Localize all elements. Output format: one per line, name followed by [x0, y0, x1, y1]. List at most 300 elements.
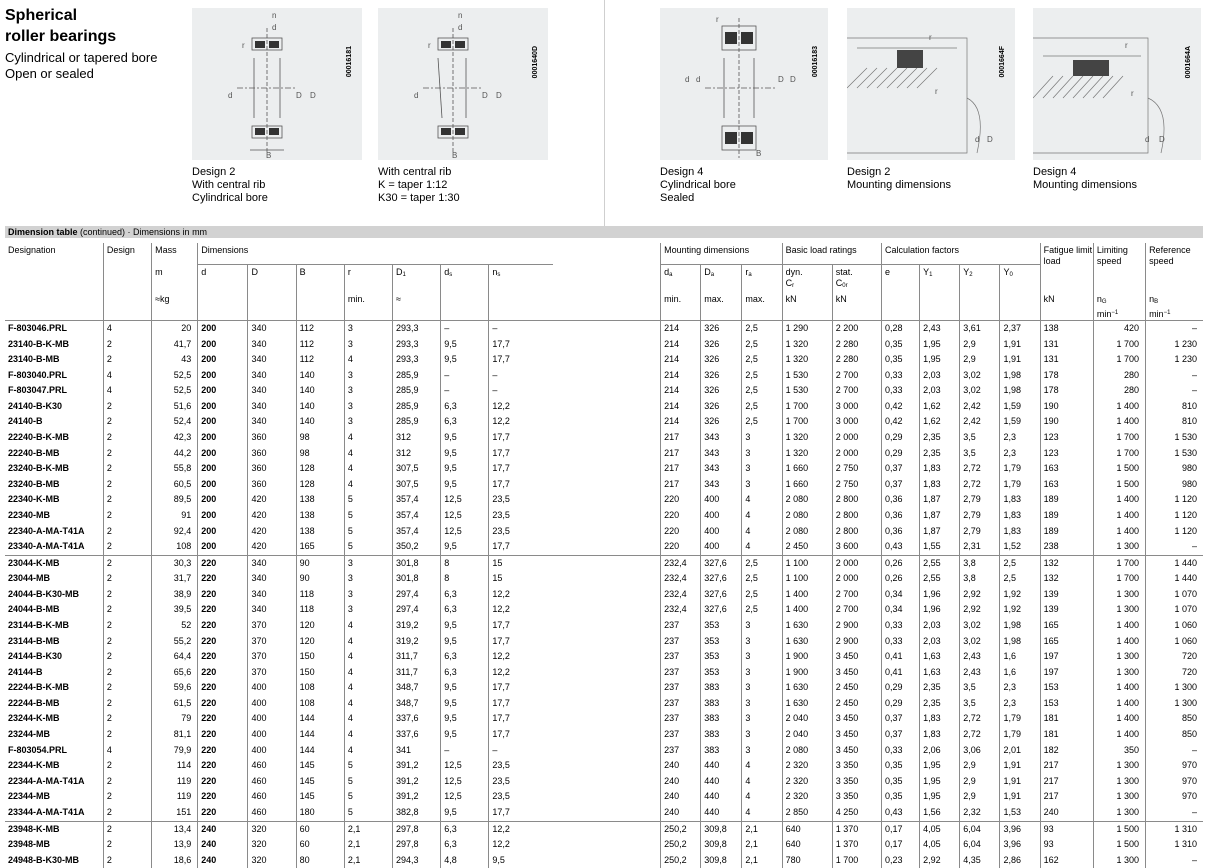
table-cell: 337,6: [393, 711, 441, 727]
table-cell: 0,36: [881, 524, 919, 540]
table-cell: 2,55: [920, 555, 960, 571]
table-cell: 3 350: [832, 789, 881, 805]
table-cell: 3,5: [960, 696, 1000, 712]
col-basic-load: Basic load ratings: [782, 243, 881, 265]
table-cell: 2,42: [960, 414, 1000, 430]
table-cell: 1 400: [1093, 618, 1145, 634]
table-cell: 17,7: [489, 430, 553, 446]
table-cell: 4: [742, 539, 782, 555]
table-cell: 200: [198, 321, 248, 337]
table-cell: 60: [296, 821, 344, 837]
table-cell: 237: [661, 711, 701, 727]
table-cell: 138: [296, 492, 344, 508]
table-cell: 5: [344, 539, 392, 555]
table-cell: 3,5: [960, 446, 1000, 462]
table-cell: 9,5: [441, 352, 489, 368]
table-cell: 2,03: [920, 618, 960, 634]
table-cell: 52: [152, 618, 198, 634]
svg-text:D: D: [482, 91, 488, 100]
table-cell: 312: [393, 446, 441, 462]
table-cell: 6,04: [960, 821, 1000, 837]
table-cell: 1 400: [1093, 414, 1145, 430]
table-cell: 3,06: [960, 743, 1000, 759]
table-cell: 460: [248, 774, 296, 790]
table-cell: 4: [742, 805, 782, 821]
table-cell: 3,61: [960, 321, 1000, 337]
table-cell: –: [1146, 743, 1203, 759]
table-cell: 38,9: [152, 587, 198, 603]
table-cell: 2 850: [782, 805, 832, 821]
table-cell: 217: [1040, 774, 1093, 790]
table-cell: 383: [701, 711, 742, 727]
svg-text:r: r: [935, 87, 938, 96]
col-fatigue: Fatigue limit load: [1040, 243, 1093, 294]
table-cell: 2,79: [960, 508, 1000, 524]
table-cell: 2: [103, 571, 151, 587]
table-cell: 220: [198, 665, 248, 681]
table-cell: 13,9: [152, 837, 198, 853]
designation-cell: 23144-B-MB: [8, 635, 60, 646]
table-cell: 150: [296, 665, 344, 681]
table-cell: 112: [296, 321, 344, 337]
designation-cell: 23240-B-MB: [8, 478, 60, 489]
table-cell: 2 280: [832, 352, 881, 368]
table-cell: 17,7: [489, 805, 553, 821]
table-cell: 285,9: [393, 368, 441, 384]
figure-caption: Design 2 With central rib Cylindrical bore: [192, 166, 268, 204]
table-cell: 2,3: [1000, 696, 1040, 712]
table-cell: 0,26: [881, 571, 919, 587]
table-cell: 3,8: [960, 571, 1000, 587]
designation-cell: 23244-K-MB: [8, 713, 60, 724]
dimension-table-title: Dimension table: [8, 227, 78, 237]
table-cell: 1 070: [1146, 602, 1203, 618]
table-cell: 200: [198, 477, 248, 493]
table-cell: 400: [248, 743, 296, 759]
table-cell: 2: [103, 774, 151, 790]
table-cell: 0,29: [881, 430, 919, 446]
table-cell: 200: [198, 383, 248, 399]
table-cell: 9,5: [441, 634, 489, 650]
table-cell: 2,5: [742, 321, 782, 337]
table-cell: 220: [198, 727, 248, 743]
table-cell: 2: [103, 821, 151, 837]
table-cell: 150: [296, 649, 344, 665]
table-cell: 17,7: [489, 634, 553, 650]
table-row: [5, 524, 1203, 540]
table-cell: 1 070: [1146, 587, 1203, 603]
table-cell: 1,91: [1000, 337, 1040, 353]
table-row: [5, 711, 1203, 727]
table-cell: –: [489, 368, 553, 384]
designation-cell: 22240-B-K-MB: [8, 432, 70, 443]
table-cell: 311,7: [393, 649, 441, 665]
table-cell: 1 300: [1093, 805, 1145, 821]
table-cell: 340: [248, 399, 296, 415]
table-cell: 3,02: [960, 383, 1000, 399]
table-cell: 1 300: [1093, 758, 1145, 774]
designation-cell: 24140-B: [8, 416, 43, 427]
table-cell: 1,53: [1000, 805, 1040, 821]
table-cell: 720: [1146, 649, 1203, 665]
table-cell: 3 450: [832, 727, 881, 743]
table-cell: 2,35: [920, 430, 960, 446]
table-cell: 1 700: [832, 853, 881, 868]
table-cell: 2,9: [960, 758, 1000, 774]
designation-cell: 22244-B-MB: [8, 697, 60, 708]
table-cell: 220: [198, 696, 248, 712]
table-cell: 319,2: [393, 634, 441, 650]
table-cell: 2,72: [960, 711, 1000, 727]
svg-text:d: d: [414, 91, 419, 100]
table-cell: 9,5: [441, 680, 489, 696]
table-cell: 2: [103, 853, 151, 868]
table-cell: 1,87: [920, 524, 960, 540]
table-cell: 2,43: [960, 665, 1000, 681]
table-cell: 1,83: [920, 727, 960, 743]
table-cell: 326: [701, 337, 742, 353]
table-cell: 214: [661, 414, 701, 430]
table-cell: 3,8: [960, 555, 1000, 571]
table-cell: 200: [198, 539, 248, 555]
table-cell: 2: [103, 634, 151, 650]
table-cell: 9,5: [441, 477, 489, 493]
table-cell: 320: [248, 821, 296, 837]
table-cell: 2 000: [832, 555, 881, 571]
table-cell: 189: [1040, 524, 1093, 540]
table-cell: 240: [198, 821, 248, 837]
table-cell: 120: [296, 634, 344, 650]
table-cell: 153: [1040, 696, 1093, 712]
table-cell: 2: [103, 649, 151, 665]
table-cell: 1,83: [920, 477, 960, 493]
table-cell: 1 100: [782, 571, 832, 587]
table-cell: 220: [198, 602, 248, 618]
svg-text:B: B: [266, 151, 272, 160]
table-cell: 1 700: [782, 414, 832, 430]
table-cell: 400: [701, 492, 742, 508]
table-cell: 13,4: [152, 821, 198, 837]
table-cell: 2 080: [782, 492, 832, 508]
table-cell: 3: [742, 727, 782, 743]
table-cell: 2,9: [960, 352, 1000, 368]
table-cell: 420: [248, 524, 296, 540]
table-cell: 0,42: [881, 399, 919, 415]
table-cell: 3 000: [832, 414, 881, 430]
table-cell: 2 700: [832, 383, 881, 399]
table-cell: –: [489, 743, 553, 759]
table-cell: 293,3: [393, 337, 441, 353]
table-cell: 3: [742, 446, 782, 462]
table-cell: 370: [248, 649, 296, 665]
table-cell: 1 530: [782, 368, 832, 384]
table-cell: 220: [198, 555, 248, 571]
svg-text:D: D: [790, 75, 796, 84]
table-cell: 5: [344, 492, 392, 508]
table-cell: 2,1: [742, 821, 782, 837]
table-cell: 178: [1040, 368, 1093, 384]
table-cell: 391,2: [393, 758, 441, 774]
table-cell: 1 630: [782, 634, 832, 650]
table-cell: 200: [198, 399, 248, 415]
table-cell: 0,29: [881, 696, 919, 712]
table-cell: 145: [296, 789, 344, 805]
designation-cell: F-803054.PRL: [8, 744, 68, 755]
table-cell: 348,7: [393, 696, 441, 712]
table-cell: 440: [701, 789, 742, 805]
table-cell: 350: [1093, 743, 1145, 759]
table-cell: 340: [248, 352, 296, 368]
dimension-table: Designation Design Mass Dimensions Mounting dimensions Basic load ratings Calculation factors Fatigue limit load Limiting speed Reference speed m d D B r $D_1$ $d_s$ $n_s$ $d_a$ $D_a$ $r_a$ dyn. $C_r$ stat. $C_{0r}$ e $Y_1$ $Y_2$ $Y_0$ ≈kg min. ≈ min. max. max. kN kN kN $n_G$ $\min^{-1}$ $n_B$ $\min^{-1}$ F-803046.PRL 4 20 200 340 112 3 293,3 – – 214 326 2,5 1 290 2 200 0,28 2,43 3,61 2,37 138 420 – 23140-B-K-MB 2 41,7 200 340 112 3 293,3 9,5 17,7 214 326 2,5 1 320 2 280 0,35 1,95 2,9 1,91 131 1 700 1 230 23140-B-MB 2 43 200 340 112 4 293,3 9,5 17,7 214 326 2,5 1 320 2 280 0,35 1,95 2,9 1,91 131 1 700 1 230 F-803040.PRL 4 52,5 200 340 140 3 285,9 – – 214 326 2,5 1 530 2 700 0,33 2,03 3,02 1,98 178 280 – F-803047.PRL 4 52,5 200 340 140 3 285,9 – – 214 326 2,5 1 530 2 700 0,33 2,03 3,02 1,98 178 280 – 24140-B-K30 2 51,6 200 340 140 3 285,9 6,3 12,2 214 326 2,5 1 700 3 000 0,42 1,62 2,42 1,59 190 1 400 810 24140-B 2 52,4 200 340 140 3 285,9 6,3 12,2 214 326 2,5 1 700 3 000 0,42 1,62 2,42 1,59 190 1 400 810 22240-B-K-MB 2 42,3 200 360 98 4 312 9,5 17,7 217 343 3 1 320 2 000 0,29 2,35 3,5 2,3 123 1 700 1 530 22240-B-MB 2 44,2 200 360 98 4 312 9,5 17,7 217 343 3 1 320 2 000 0,29 2,35 3,5 2,3 123 1 700 1 530 23240-B-K-MB 2 55,8 200 360 128 4 307,5 9,5 17,7 217 343 3 1 660 2 750 0,37 1,83 2,72 1,79 163 1 500 980 23240-B-MB 2 60,5 200 360 128 4 307,5 9,5 17,7 217 343 3 1 660 2 750 0,37 1,83 2,72 1,79 163 1 500 980 22340-K-MB 2 89,5 200 420 138 5 357,4 12,5 23,5 220 400 4 2 080 2 800 0,36 1,87 2,79 1,83 189 1 400 1 120 22340-MB 2 91 200 420 138 5 357,4 12,5 23,5 220 400 4 2 080 2 800 0,36 1,87 2,79 1,83 189 1 400 1 120 22340-A-MA-T41A 2 92,4 200 420 138 5 357,4 12,5 23,5 220 400 4 2 080 2 800 0,36 1,87 2,79 1,83 189 1 400 1 120 23340-A-MA-T41A 2 108 200 420 165 5 350,2 9,5 17,7 220 400 4 2 450 3 600 0,43 1,55 2,31 1,52 238 1 300 – 23044-K-MB 2 30,3 220 340 90 3 301,8 8 15 232,4 327,6 2,5 1 100 2 000 0,26 2,55 3,8 2,5 132 1 700 1 440 23044-MB 2 31,7 220 340 90 3 301,8 8 15 232,4 327,6 2,5 1 100 2 000 0,26 2,55 3,8 2,5 132 1 700 1 440 24044-B-K30-MB 2 38,9 220 340 118 3 297,4 6,3 12,2 232,4 327,6 2,5 1 400 2 700 0,34 1,96 2,92 1,92 139 1 300 1 070 24044-B-MB 2 39,5 220 340 118 3 297,4 6,3 12,2 232,4 327,6 2,5 1 400 2 700 0,34 1,96 2,92 1,92 139 1 300 1 070 23144-B-K-MB 2 52 220 370 120 4 319,2 9,5 17,7 237 353 3 1 630 2 900 0,33 2,03 3,02 1,98 165 1 400 1 060 23144-B-MB 2 55,2 220 370 120 4 319,2 9,5 17,7 237 353 3 1 630 2 900 0,33 2,03 3,02 1,98 165 1 400 1 060 24144-B-K30 2 64,4 220 370 150 4 311,7 6,3 12,2 237 353 3 1 900 3 450 0,41 1,63 2,43 1,6 197 1 300 720 24144-B 2 65,6 220 370 150 4 311,7 6,3 12,2 237 353 3 1 900 3 450 0,41 1,63 2,43 1,6 197 1 300 720 22244-B-K-MB 2 59,6 220 400 108 4 348,7 9,5 17,7 237 383 3 1 630 2 450 0,29 2,35 3,5 2,3 153 1 400 1 300 22244-B-MB 2 61,5 220 400 108 4 348,7 9,5 17,7 237 383 3 1 630 2 450 0,29 2,35 3,5 2,3 153 1 400 1 300 23244-K-MB 2 79 220 400 144 4 337,6 9,5 17,7 237 383 3 2 040 3 450 0,37 1,83 2,72 1,79 181 1 400 850 23244-MB 2 81,1 220 400 144 4 337,6 9,5 17,7 237 383 3 2 040 3 450 0,37 1,83 2,72 1,79 181 1 400 850 F-803054.PRL 4 79,9 220 400 144 4 341 – – 237 383 3 2 080 3 450 0,33 2,06 3,06 2,01 182 350 – 22344-K-MB 2 114 220 460 145 5 391,2 12,5 23,5 240 440 4 2 320 3 350 0,35 1,95 2,9 1,91 217 1 300 970 22344-A-MA-T41A 2 119 220 460 145 5 391,2 12,5 23,5 240 440 4 2 320 3 350 0,35 1,95 2,9 1,91 217 1 300 970 22344-MB 2 119 220 460 145 5 391,2 12,5 23,5 240 440 4 2 320 3 350 0,35 1,95 2,9 1,91 217 1 300 970 23344-A-MA-T41A 2 151 220 460 180 5 382,8 9,5 17,7 240 440 4 2 850 4 250 0,43 1,56 2,32 1,53 240 1 300 – 23948-K-MB 2 13,4 240 320 60 2,1 297,8 6,3 12,2 250,2 309,8 2,1 640 1 370 0,17 4,05 6,04 3,96 93 1 500 1 310 23948-MB 2 13,9 240 320 60 2,1 297,8 6,3 12,2 250,2 309,8 2,1 640 1 370 0,17 4,05 6,04 3,96 93 1 500 1 310 24948-B-K30-MB 2 18,6 240 320 80 2,1 294,3 4,8 9,5 250,2 309,8 2,1 780 1 700 0,23 2,92 4,35 2,86 162 1 300 –: [5, 243, 1203, 868]
svg-text:r: r: [1125, 41, 1128, 50]
table-cell: 217: [1040, 758, 1093, 774]
table-cell: 1,87: [920, 492, 960, 508]
svg-text:n: n: [272, 11, 277, 20]
table-cell: 2,5: [742, 571, 782, 587]
table-cell: 3: [742, 618, 782, 634]
table-cell: 0,37: [881, 727, 919, 743]
table-cell: 3 450: [832, 649, 881, 665]
table-cell: 12,5: [441, 789, 489, 805]
table-cell: 18,6: [152, 853, 198, 868]
table-cell: 2,5: [742, 399, 782, 415]
table-cell: 181: [1040, 711, 1093, 727]
table-row: [5, 368, 1203, 384]
table-cell: 400: [248, 711, 296, 727]
table-cell: 1 300: [1093, 602, 1145, 618]
table-cell: 2,31: [960, 539, 1000, 555]
table-cell: 1,59: [1000, 414, 1040, 430]
table-cell: 2: [103, 539, 151, 555]
table-cell: 0,33: [881, 743, 919, 759]
table-cell: 120: [296, 618, 344, 634]
table-cell: 237: [661, 696, 701, 712]
table-cell: 4: [103, 321, 151, 337]
svg-text:r: r: [929, 33, 932, 42]
designation-cell: 22244-B-K-MB: [8, 682, 70, 693]
table-cell: 200: [198, 352, 248, 368]
svg-text:D: D: [778, 75, 784, 84]
table-cell: 2: [103, 508, 151, 524]
table-cell: 1 320: [782, 446, 832, 462]
table-cell: 200: [198, 414, 248, 430]
table-cell: 1,91: [1000, 789, 1040, 805]
table-cell: 52,5: [152, 383, 198, 399]
table-cell: 119: [152, 774, 198, 790]
table-cell: 1 300: [1093, 539, 1145, 555]
table-cell: 280: [1093, 368, 1145, 384]
designation-cell: 22340-MB: [8, 509, 51, 520]
table-cell: 1,62: [920, 399, 960, 415]
table-cell: 6,3: [441, 602, 489, 618]
table-cell: 79,9: [152, 743, 198, 759]
designation-cell: 23344-A-MA-T41A: [8, 806, 85, 817]
table-cell: 238: [1040, 539, 1093, 555]
table-cell: 970: [1146, 758, 1203, 774]
table-cell: 3: [344, 399, 392, 415]
table-row: [5, 789, 1203, 805]
table-cell: 90: [296, 571, 344, 587]
table-cell: 108: [152, 539, 198, 555]
table-cell: 181: [1040, 727, 1093, 743]
table-cell: 2,42: [960, 399, 1000, 415]
table-cell: 4: [344, 352, 392, 368]
table-cell: 327,6: [701, 555, 742, 571]
table-cell: 138: [1040, 321, 1093, 337]
table-cell: 2: [103, 696, 151, 712]
table-cell: 4: [344, 649, 392, 665]
table-cell: 197: [1040, 649, 1093, 665]
table-cell: 12,5: [441, 774, 489, 790]
table-cell: 326: [701, 414, 742, 430]
table-cell: 93: [1040, 837, 1093, 853]
dimension-table-bar: [5, 226, 1203, 238]
table-cell: 132: [1040, 571, 1093, 587]
designation-cell: 22340-A-MA-T41A: [8, 525, 85, 536]
table-cell: 3: [742, 743, 782, 759]
table-cell: 2 800: [832, 524, 881, 540]
table-cell: 3,96: [1000, 837, 1040, 853]
table-cell: 357,4: [393, 508, 441, 524]
table-cell: 232,4: [661, 571, 701, 587]
table-cell: 970: [1146, 789, 1203, 805]
table-cell: 4: [344, 477, 392, 493]
table-cell: 23,5: [489, 774, 553, 790]
table-cell: 214: [661, 337, 701, 353]
table-cell: 309,8: [701, 853, 742, 868]
table-cell: 144: [296, 727, 344, 743]
table-cell: 180: [296, 805, 344, 821]
table-cell: 1 700: [1093, 337, 1145, 353]
table-row: [5, 743, 1203, 759]
svg-text:D: D: [310, 91, 316, 100]
table-cell: 220: [198, 805, 248, 821]
table-row: [5, 587, 1203, 603]
table-cell: 4: [344, 743, 392, 759]
table-cell: 112: [296, 337, 344, 353]
designation-cell: 24948-B-K30-MB: [8, 854, 80, 865]
table-cell: 4: [344, 665, 392, 681]
table-cell: 1 700: [1093, 555, 1145, 571]
designation-cell: 24044-B-K30-MB: [8, 588, 80, 599]
table-cell: 400: [701, 539, 742, 555]
table-cell: 1 400: [1093, 524, 1145, 540]
table-cell: 307,5: [393, 477, 441, 493]
table-cell: 1,63: [920, 649, 960, 665]
table-cell: 3,5: [960, 430, 1000, 446]
table-cell: 240: [198, 837, 248, 853]
table-cell: 420: [248, 508, 296, 524]
table-cell: 1 700: [1093, 446, 1145, 462]
table-cell: 220: [661, 508, 701, 524]
table-cell: 293,3: [393, 321, 441, 337]
table-cell: 4: [344, 461, 392, 477]
table-cell: 17,7: [489, 477, 553, 493]
table-cell: 1 290: [782, 321, 832, 337]
table-cell: 1,55: [920, 539, 960, 555]
table-cell: 391,2: [393, 789, 441, 805]
table-cell: 311,7: [393, 665, 441, 681]
table-cell: 1 500: [1093, 477, 1145, 493]
table-cell: 400: [701, 508, 742, 524]
table-cell: 4: [742, 508, 782, 524]
table-cell: 4: [103, 743, 151, 759]
table-cell: 440: [701, 774, 742, 790]
table-cell: 4: [742, 492, 782, 508]
table-row: [5, 555, 1203, 571]
table-cell: 353: [701, 618, 742, 634]
table-cell: 440: [701, 758, 742, 774]
table-cell: 460: [248, 758, 296, 774]
table-cell: 357,4: [393, 524, 441, 540]
table-cell: 2,92: [920, 853, 960, 868]
table-cell: 4: [344, 696, 392, 712]
table-cell: 1 630: [782, 696, 832, 712]
table-cell: 12,5: [441, 758, 489, 774]
table-cell: 165: [296, 539, 344, 555]
table-row: [5, 821, 1203, 837]
table-cell: –: [489, 321, 553, 337]
table-cell: 3: [344, 571, 392, 587]
table-cell: 1,52: [1000, 539, 1040, 555]
table-cell: 353: [701, 649, 742, 665]
table-cell: 2,3: [1000, 430, 1040, 446]
table-cell: 2: [103, 555, 151, 571]
table-cell: 297,4: [393, 587, 441, 603]
table-cell: 237: [661, 727, 701, 743]
table-cell: 3: [344, 587, 392, 603]
table-cell: 9,5: [441, 711, 489, 727]
table-cell: 240: [661, 774, 701, 790]
designation-cell: 22344-K-MB: [8, 760, 60, 771]
table-cell: 420: [1093, 321, 1145, 337]
figure-code: 00016181: [346, 46, 353, 78]
col-design: Design: [103, 243, 151, 265]
table-cell: 6,3: [441, 649, 489, 665]
table-cell: 118: [296, 587, 344, 603]
svg-text:d: d: [228, 91, 233, 100]
table-row: [5, 758, 1203, 774]
table-cell: 3,02: [960, 618, 1000, 634]
table-cell: 123: [1040, 446, 1093, 462]
table-row: [5, 696, 1203, 712]
table-cell: 1 400: [1093, 680, 1145, 696]
table-cell: 39,5: [152, 602, 198, 618]
svg-text:B: B: [756, 149, 762, 158]
designation-cell: 22344-MB: [8, 791, 51, 802]
table-cell: 139: [1040, 587, 1093, 603]
table-cell: 1,63: [920, 665, 960, 681]
table-cell: 327,6: [701, 602, 742, 618]
table-cell: 240: [198, 853, 248, 868]
table-cell: 440: [701, 805, 742, 821]
table-cell: 2 040: [782, 727, 832, 743]
svg-text:d: d: [975, 135, 980, 144]
figure-divider: [604, 0, 605, 228]
table-cell: 4,35: [960, 853, 1000, 868]
table-cell: 2,5: [742, 337, 782, 353]
table-cell: 0,33: [881, 634, 919, 650]
table-cell: 119: [152, 789, 198, 805]
table-cell: 3: [742, 634, 782, 650]
table-cell: 2 000: [832, 571, 881, 587]
table-row: [5, 853, 1203, 868]
table-cell: 1,98: [1000, 618, 1040, 634]
table-cell: 0,41: [881, 649, 919, 665]
table-cell: 162: [1040, 853, 1093, 868]
table-cell: 1,87: [920, 508, 960, 524]
table-cell: 61,5: [152, 696, 198, 712]
